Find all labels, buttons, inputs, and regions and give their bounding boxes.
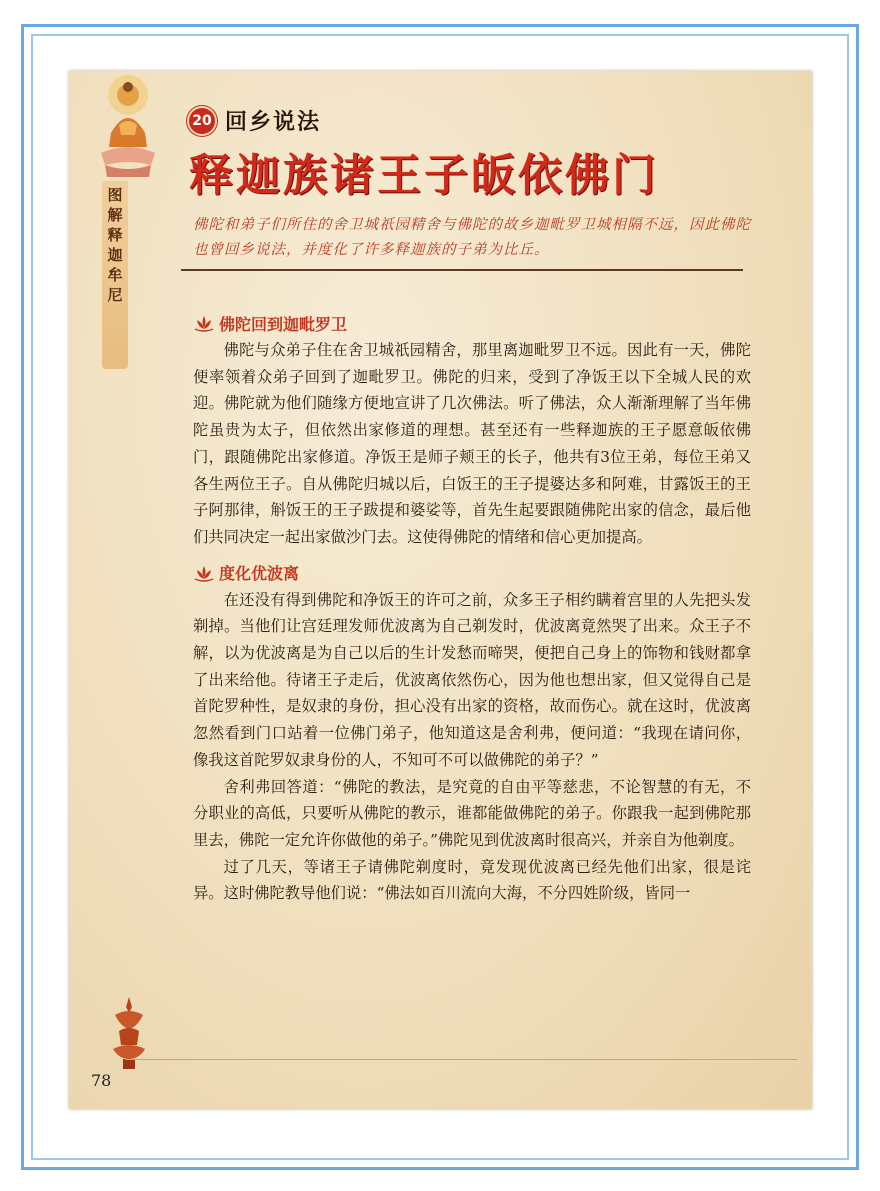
paragraph: 过了几天，等诸王子请佛陀剃度时，竟发现优波离已经先他们出家，很是诧异。这时佛陀教导他们说：“佛法如百川流向大海，不分四姓阶级，皆同一	[193, 857, 751, 903]
divider	[181, 269, 743, 271]
sidebar-char: 图	[107, 186, 123, 204]
lotus-ornament-icon	[109, 993, 149, 1073]
lotus-icon	[193, 314, 215, 332]
chapter-number-badge: 20	[189, 108, 215, 134]
page-title: 释迦族诸王子皈依佛门	[189, 150, 659, 201]
sidebar-char: 牟	[107, 266, 123, 284]
sidebar-char: 尼	[107, 286, 123, 304]
article-body	[193, 309, 751, 907]
chapter-title: 回乡说法	[225, 110, 322, 135]
section-heading-text: 度化优波离	[219, 564, 300, 584]
chapter-header	[189, 105, 321, 136]
sidebar-char: 释	[107, 226, 123, 244]
paragraph: 佛陀与众弟子住在舍卫城祇园精舍，那里离迦毗罗卫不远。因此有一天，佛陀便率领着众弟子回到了迦毗罗卫。佛陀的归来，受到了净饭王以下全城人民的欢迎。佛陀就为他们随缘方便地宣讲了几次佛法。听了佛法，众人渐渐理解了当年佛陀虽贵为太子，但依然出家修道的理想。甚至还有一些释迦族的王子愿意皈依佛门，跟随佛陀出家修道。净饭王是师子颊王的长子，他共有3位王弟，每位王弟又各生两位王子。自从佛陀归城以后，白饭王的王子提婆达多和阿难，甘露饭王的王子阿那律，斛饭王的王子跋提和婆娑等，首先生起要跟随佛陀出家的信念，最后他们共同决定一起出家做沙门去。这使得佛陀的情绪和信心更加提高。	[193, 341, 751, 546]
sidebar-char: 解	[107, 206, 123, 224]
paragraph: 舍利弗回答道：“佛陀的教法，是究竟的自由平等慈悲，不论智慧的有无，不分职业的高低，只要听从佛陀的教示，谁都能做佛陀的弟子。你跟我一起到佛陀那里去，佛陀一定允许你做他的弟子。”佛陀见到优波离时很高兴，并亲自为他剃度。	[193, 777, 751, 849]
lotus-icon	[193, 564, 215, 582]
sidebar-char: 迦	[107, 246, 123, 264]
section-heading-text: 佛陀回到迦毗罗卫	[219, 314, 348, 334]
book-title-sidebar	[102, 181, 128, 369]
book-page	[69, 71, 812, 1109]
buddha-illustration-icon	[93, 73, 163, 179]
footer-rule	[125, 1059, 797, 1060]
section-heading	[193, 309, 751, 337]
intro-text: 佛陀和弟子们所住的舍卫城祇园精舍与佛陀的故乡迦毗罗卫城相隔不远，因此佛陀也曾回乡说法，并度化了许多释迦族的子弟为比丘。	[193, 217, 751, 258]
paragraph: 在还没有得到佛陀和净饭王的许可之前，众多王子相约瞒着宫里的人先把头发剃掉。当他们让宫廷理发师优波离为自己剃发时，优波离竟然哭了出来。众王子不解，以为优波离是为自己以后的生计发愁而啼哭，便把自己身上的饰物和钱财都拿了出来给他。待诸王子走后，优波离依然伤心，因为他也想出家，但又觉得自己是首陀罗种性，是奴隶的身份，担心没有出家的资格，故而伤心。就在这时，优波离忽然看到门口站着一位佛门弟子，他知道这是舍利弗，便问道：“我现在请问你，像我这首陀罗奴隶身份的人，不知可不可以做佛陀的弟子？”	[193, 590, 751, 769]
section-heading	[193, 559, 751, 587]
page-number: 78	[91, 1071, 112, 1090]
